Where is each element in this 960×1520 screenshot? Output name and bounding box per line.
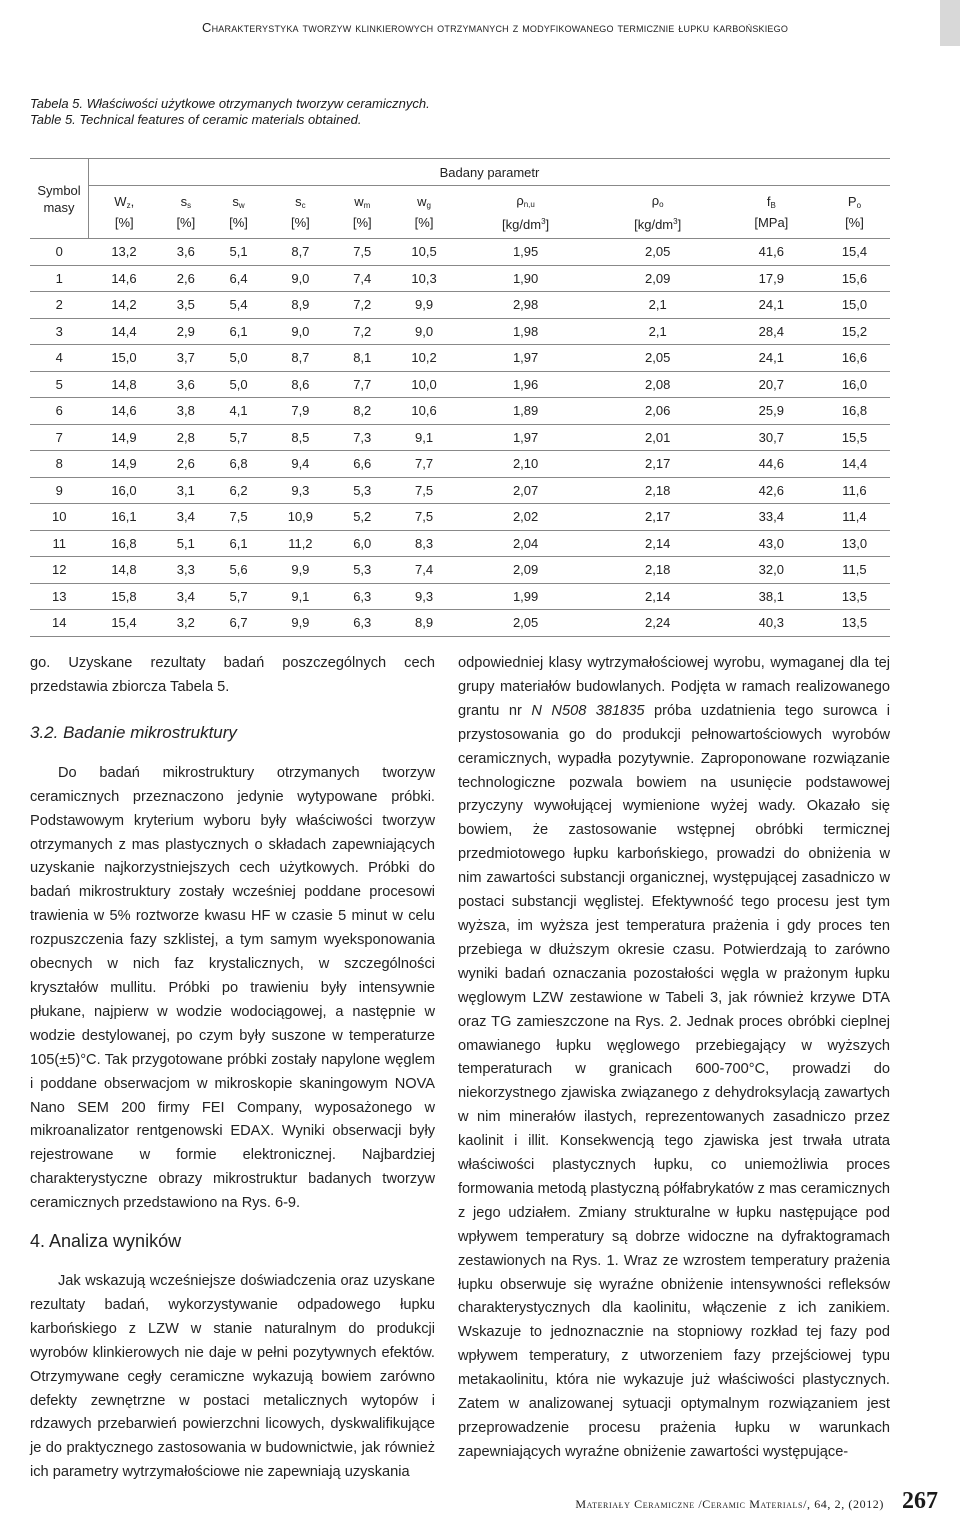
table-cell: 6,3 bbox=[336, 610, 389, 637]
section-3-2-text: Do badań mikrostruktury otrzymanych tworzyw ceramicznych przeznaczono jedynie wytypowane próbki. Podstawowym kryterium wyboru były właściwości tworzyw otrzymanych z mas plastycznych o składach zapewniających uzyskanie najkorzystniejszych cech użytkowych. Próbki do badań mikrostruktury zostały wcześniej poddane procesowi trawienia w 5% roztworze kwasu HF w czasie 5 minut w celu rozpuszczenia fazy szklistej, a tym samym wyeksponowania obecnych w nich faz krystalicznych, w szczególności kryształów mullitu. Próbki po trawieniu były intensywnie płukane, najpierw w wodzie wodociągowej, a następnie w wodzie destylowanej, po czym były suszone w temperaturze 105(±5)°C. Tak przygotowane próbki zostały napylone węglem i poddane obserwacjom w mikroskopie skaningowym NOVA Nano SEM 200 firmy FEI Company, wyposażonego w mikroanalizator rentgenowski EDAX. Wyniki obserwacji były rejestrowane w formie elektronicznej. Najbardziej charakterystyczne obrazy mikrostruktur badanych tworzyw ceramicznych przedstawiono na Rys. 6-9. bbox=[30, 764, 435, 1212]
header-tab-bar bbox=[940, 0, 960, 46]
table-cell: 16,8 bbox=[819, 398, 890, 425]
table-cell: 2,07 bbox=[460, 477, 592, 504]
table-cell: 5,1 bbox=[212, 239, 265, 266]
column-unit bbox=[89, 214, 159, 231]
table-cell: 7,2 bbox=[336, 318, 389, 345]
table-cell: 7,7 bbox=[389, 451, 460, 478]
table-cell: 9,1 bbox=[389, 424, 460, 451]
table-cell: 6,3 bbox=[336, 583, 389, 610]
column-header bbox=[389, 186, 460, 239]
table-cell: 5,6 bbox=[212, 557, 265, 584]
column-unit bbox=[592, 213, 724, 233]
table-cell: 1,97 bbox=[460, 424, 592, 451]
table-cell: 2,01 bbox=[592, 424, 724, 451]
table-cell: 2,18 bbox=[592, 477, 724, 504]
table-row bbox=[30, 583, 890, 610]
table-cell: 5,7 bbox=[212, 424, 265, 451]
section-4-text: Jak wskazują wcześniejsze doświadczenia oraz uzyskane rezultaty badań, wykorzystywanie odpadowego łupku karbońskiego z LZW w stanie naturalnym do produkcji wyrobów klinkierowych nie daje w pełni pozytywnych efektów. Otrzymywane cegły ceramiczne wykazują bowiem zarówno defekty zewnętrzne w postaci metalicznych wytopów i rdzawych przebarwień powierzchni licowych, dyskwalifikujące je do praktycznego zastosowania w budownictwie, jak również ich parametry wytrzymałościowe nie zapewniają uzyskania bbox=[30, 1273, 435, 1481]
table-cell: 1,97 bbox=[460, 345, 592, 372]
row-symbol-cell: 3 bbox=[30, 318, 89, 345]
table-row bbox=[30, 477, 890, 504]
symbol-header-line-2: masy bbox=[43, 199, 75, 215]
table-cell: 6,1 bbox=[212, 318, 265, 345]
table-cell: 7,4 bbox=[389, 557, 460, 584]
table-cell: 7,2 bbox=[336, 292, 389, 319]
column-unit-superscript: 3 bbox=[541, 216, 546, 226]
table-cell: 5,0 bbox=[212, 345, 265, 372]
column-unit-text: [%] bbox=[176, 215, 196, 230]
row-symbol-cell: 10 bbox=[30, 504, 89, 531]
table-cell: 2,14 bbox=[592, 530, 724, 557]
column-symbol bbox=[265, 193, 336, 214]
table-cell: 24,1 bbox=[724, 345, 819, 372]
table-cell: 2,17 bbox=[592, 451, 724, 478]
table-cell: 2,9 bbox=[159, 318, 212, 345]
table-cell: 7,5 bbox=[336, 239, 389, 266]
table-cell: 8,7 bbox=[265, 345, 336, 372]
table-cell: 7,3 bbox=[336, 424, 389, 451]
table-cell: 1,98 bbox=[460, 318, 592, 345]
table-cell: 7,4 bbox=[336, 265, 389, 292]
table-cell: 10,3 bbox=[389, 265, 460, 292]
table-cell: 41,6 bbox=[724, 239, 819, 266]
table-cell: 5,3 bbox=[336, 557, 389, 584]
table-cell: 20,7 bbox=[724, 371, 819, 398]
text-before-grant: odpowiedniej klasy wytrzymałościowej wyrobu, wymaganej dla tej grupy materiałów budowlanych. Podjęta w ramach realizowanego grantu nr bbox=[458, 655, 890, 719]
table-cell: 14,8 bbox=[89, 371, 160, 398]
column-symbol-main: P bbox=[847, 194, 857, 209]
running-title: Charakterystyka tworzyw klinkierowych otrzymanych z modyfikowanego termicznie łupku karbońskiego bbox=[202, 20, 789, 35]
table-cell: 2,05 bbox=[592, 239, 724, 266]
right-column bbox=[458, 652, 890, 1465]
table-row bbox=[30, 239, 890, 266]
table-cell: 11,5 bbox=[819, 557, 890, 584]
section-3-2-heading: 3.2. Badanie mikrostruktury bbox=[30, 722, 237, 742]
table-cell: 6,4 bbox=[212, 265, 265, 292]
table-cell: 2,05 bbox=[592, 345, 724, 372]
table-cell: 3,5 bbox=[159, 292, 212, 319]
table-row bbox=[30, 557, 890, 584]
column-symbol bbox=[89, 193, 159, 214]
column-header bbox=[212, 186, 265, 239]
table-header-row-1 bbox=[30, 159, 890, 186]
column-symbol-main: s bbox=[232, 194, 239, 209]
column-symbol bbox=[724, 193, 819, 214]
column-unit bbox=[212, 214, 265, 231]
table-row bbox=[30, 318, 890, 345]
column-header bbox=[724, 186, 819, 239]
table-cell: 13,5 bbox=[819, 610, 890, 637]
table-cell: 14,6 bbox=[89, 398, 160, 425]
table-cell: 3,6 bbox=[159, 239, 212, 266]
column-unit-text: [kg/dm bbox=[634, 216, 674, 232]
table-cell: 2,04 bbox=[460, 530, 592, 557]
column-symbol-subscript: z bbox=[126, 201, 131, 210]
column-header bbox=[592, 186, 724, 239]
table-cell: 5,3 bbox=[336, 477, 389, 504]
table-cell: 10,5 bbox=[389, 239, 460, 266]
table-cell: 32,0 bbox=[724, 557, 819, 584]
column-symbol-suffix: , bbox=[130, 194, 135, 209]
table-cell: 2,08 bbox=[592, 371, 724, 398]
table-cell: 2,1 bbox=[592, 318, 724, 345]
column-symbol-main: W bbox=[114, 194, 127, 209]
table-cell: 6,0 bbox=[336, 530, 389, 557]
table-cell: 6,2 bbox=[212, 477, 265, 504]
table-cell: 9,9 bbox=[265, 610, 336, 637]
column-unit bbox=[265, 214, 336, 231]
journal-citation: Materiały Ceramiczne /Ceramic Materials/, 64, 2, (2012) bbox=[575, 1497, 884, 1511]
table-cell: 5,1 bbox=[159, 530, 212, 557]
column-symbol-subscript: B bbox=[770, 201, 776, 210]
column-symbol-subscript: o bbox=[856, 201, 862, 210]
column-header bbox=[89, 186, 160, 239]
table-cell: 11,6 bbox=[819, 477, 890, 504]
table-cell: 2,1 bbox=[592, 292, 724, 319]
table-cell: 8,5 bbox=[265, 424, 336, 451]
table-cell: 2,06 bbox=[592, 398, 724, 425]
table-cell: 14,2 bbox=[89, 292, 160, 319]
column-symbol-subscript: o bbox=[659, 199, 664, 209]
table-cell: 8,1 bbox=[336, 345, 389, 372]
table-cell: 4,1 bbox=[212, 398, 265, 425]
symbol-header bbox=[30, 159, 89, 239]
table-cell: 13,5 bbox=[819, 583, 890, 610]
table-cell: 2,24 bbox=[592, 610, 724, 637]
column-unit-text: [%] bbox=[290, 215, 310, 230]
row-symbol-cell: 5 bbox=[30, 371, 89, 398]
row-symbol-cell: 7 bbox=[30, 424, 89, 451]
table-cell: 1,96 bbox=[460, 371, 592, 398]
table-cell: 16,8 bbox=[89, 530, 160, 557]
table-cell: 7,9 bbox=[265, 398, 336, 425]
column-symbol bbox=[460, 192, 592, 213]
table-cell: 8,2 bbox=[336, 398, 389, 425]
column-symbol-main: s bbox=[180, 194, 188, 209]
table-cell: 16,0 bbox=[819, 371, 890, 398]
table-cell: 9,0 bbox=[265, 318, 336, 345]
table-caption-en: Table 5. Technical features of ceramic materials obtained. bbox=[30, 112, 362, 127]
table-cell: 1,95 bbox=[460, 239, 592, 266]
column-unit-text: [%] bbox=[114, 215, 134, 230]
table-row bbox=[30, 424, 890, 451]
table-cell: 15,0 bbox=[819, 292, 890, 319]
table-cell: 6,6 bbox=[336, 451, 389, 478]
table-cell: 5,0 bbox=[212, 371, 265, 398]
column-symbol bbox=[819, 193, 890, 214]
table-cell: 38,1 bbox=[724, 583, 819, 610]
table-cell: 3,1 bbox=[159, 477, 212, 504]
table-body bbox=[30, 239, 890, 637]
table-cell: 2,6 bbox=[159, 451, 212, 478]
table-cell: 9,1 bbox=[265, 583, 336, 610]
symbol-header-line-1: Symbol bbox=[37, 182, 81, 198]
table-cell: 6,7 bbox=[212, 610, 265, 637]
table-cell: 9,3 bbox=[265, 477, 336, 504]
column-symbol-subscript: m bbox=[363, 201, 371, 210]
row-symbol-cell: 8 bbox=[30, 451, 89, 478]
column-symbol-main: w bbox=[354, 194, 364, 209]
table-cell: 14,4 bbox=[819, 451, 890, 478]
column-unit-text: [%] bbox=[845, 215, 864, 230]
row-symbol-cell: 1 bbox=[30, 265, 89, 292]
column-header bbox=[159, 186, 212, 239]
column-symbol-main: s bbox=[295, 194, 302, 209]
table-cell: 2,98 bbox=[460, 292, 592, 319]
row-symbol-cell: 4 bbox=[30, 345, 89, 372]
table-cell: 43,0 bbox=[724, 530, 819, 557]
table-cell: 33,4 bbox=[724, 504, 819, 531]
table-cell: 8,9 bbox=[389, 610, 460, 637]
left-column bbox=[30, 652, 435, 1485]
table-row bbox=[30, 265, 890, 292]
table-cell: 15,8 bbox=[89, 583, 160, 610]
table-cell: 10,6 bbox=[389, 398, 460, 425]
table-cell: 9,4 bbox=[265, 451, 336, 478]
column-unit bbox=[724, 214, 819, 231]
table-cell: 2,17 bbox=[592, 504, 724, 531]
row-symbol-cell: 6 bbox=[30, 398, 89, 425]
table-cell: 16,1 bbox=[89, 504, 160, 531]
section-4-heading: 4. Analiza wyników bbox=[30, 1231, 182, 1252]
row-symbol-cell: 12 bbox=[30, 557, 89, 584]
table-cell: 9,9 bbox=[265, 557, 336, 584]
column-unit bbox=[336, 214, 389, 231]
table-cell: 5,7 bbox=[212, 583, 265, 610]
table-cell: 28,4 bbox=[724, 318, 819, 345]
table-cell: 15,4 bbox=[89, 610, 160, 637]
table-row bbox=[30, 345, 890, 372]
column-unit-text: [kg/dm bbox=[502, 216, 542, 232]
column-symbol-subscript: w bbox=[238, 201, 245, 210]
table-cell: 6,8 bbox=[212, 451, 265, 478]
table-cell: 3,8 bbox=[159, 398, 212, 425]
table-cell: 13,0 bbox=[819, 530, 890, 557]
table-cell: 2,10 bbox=[460, 451, 592, 478]
table-cell: 15,0 bbox=[89, 345, 160, 372]
table-row bbox=[30, 610, 890, 637]
table-cell: 30,7 bbox=[724, 424, 819, 451]
column-symbol-subscript: c bbox=[301, 201, 306, 210]
column-symbol bbox=[212, 193, 265, 214]
table-cell: 3,3 bbox=[159, 557, 212, 584]
table-cell: 3,2 bbox=[159, 610, 212, 637]
table-cell: 9,9 bbox=[389, 292, 460, 319]
table-row bbox=[30, 371, 890, 398]
column-symbol bbox=[592, 192, 724, 213]
table-cell: 7,7 bbox=[336, 371, 389, 398]
table-cell: 3,7 bbox=[159, 345, 212, 372]
page-footer bbox=[575, 1488, 938, 1515]
table-cell: 3,4 bbox=[159, 504, 212, 531]
table-cell: 2,05 bbox=[460, 610, 592, 637]
table-cell: 44,6 bbox=[724, 451, 819, 478]
table-cell: 2,18 bbox=[592, 557, 724, 584]
column-symbol-main: f bbox=[766, 194, 771, 209]
table-cell: 3,6 bbox=[159, 371, 212, 398]
table-header-row-2 bbox=[30, 186, 890, 239]
table-cell: 2,6 bbox=[159, 265, 212, 292]
table-cell: 42,6 bbox=[724, 477, 819, 504]
table-cell: 14,8 bbox=[89, 557, 160, 584]
column-header bbox=[460, 186, 592, 239]
column-symbol bbox=[336, 193, 389, 214]
row-symbol-cell: 0 bbox=[30, 239, 89, 266]
table-cell: 17,9 bbox=[724, 265, 819, 292]
table-row bbox=[30, 292, 890, 319]
table-cell: 7,5 bbox=[389, 477, 460, 504]
column-unit bbox=[159, 214, 212, 231]
column-unit-text: [%] bbox=[352, 215, 372, 230]
table-cell: 40,3 bbox=[724, 610, 819, 637]
group-header: Badany parametr bbox=[89, 159, 891, 186]
column-symbol-main: w bbox=[417, 194, 427, 209]
table-cell: 15,6 bbox=[819, 265, 890, 292]
table-caption-pl: Tabela 5. Właściwości użytkowe otrzymanych tworzyw ceramicznych. bbox=[30, 96, 430, 111]
table-cell: 5,4 bbox=[212, 292, 265, 319]
grant-number: N N508 381835 bbox=[531, 702, 645, 719]
text-after-grant: próba uzdatnienia tego surowca i przystosowania go do produkcji pełnowartościowych wyrobów ceramicznych, wypadła pozytywnie. Zaproponowane rozwiązanie technologiczne pozwala bowiem na usunięcie podstawowej przyczyny wywołującej wymienione wyżej wady. Okazało się bowiem, że zastosowanie wstępnej obróbki termicznej przedmiotowego łupku karbońskiego, prowadzi do obniżenia w nim zawartości substancji organicznej, występującej zasadniczo w postaci substancji węglistej. Efektywność tego procesu jest tym wyższa, im wyższa jest temperatura prażenia i gdy proces ten przebiega w dłuższym okresie czasu. Potwierdzają to zarówno wyniki badań oznaczania pozostałości węgla w prażonym łupku węglowym LZW zestawione w Tabeli 3, jak również krzywe DTA oraz TG zamieszczone na Rys. 2. Jednak proces obróbki cieplnej omawianego łupku węglowego przebiegający w wyższych temperaturach w granicach 600-700°C, prowadzi do niekorzystnego zjawiska związanego z dehydroksylacją zawartych w nim minerałów ilastych, reprezentowanych zasadniczo przez kaolinit i illit. Konsekwencją tego zjawiska jest trwała utrata właściwości plastycznych łupku, co uniemożliwia proces formowania metodą plastyczną półfabrykatów z mas ceramicznych z jego udziałem. Zmiany strukturalne w łupku następujące pod wpływem temperatury są dobrze widoczne na dyfraktogramach zestawionych na Rys. 1. Wraz ze wzrostem temperatury prażenia łupku obserwuje się wyraźne obniżenie intensywności refleksów charakterystycznych dla kaolinitu, włączenie z ich zanikiem. Wskazuje to jednoznacznie na stopniowy rozkład tej fazy pod wpływem temperatury, z utworzeniem fazy przejściowej typu metakaolinitu, która nie wykazuje już właściwości plastycznych. Zatem w analizowanej sytuacji optymalnym rozwiązaniem jest przeprowadzenie procesu prażenia łupku w warunkach zapewniających wyraźne obniżenie zawartości występujące- bbox=[458, 702, 890, 1460]
row-symbol-cell: 9 bbox=[30, 477, 89, 504]
table-cell: 11,4 bbox=[819, 504, 890, 531]
table-cell: 24,1 bbox=[724, 292, 819, 319]
table-row bbox=[30, 451, 890, 478]
column-header bbox=[265, 186, 336, 239]
table-cell: 14,6 bbox=[89, 265, 160, 292]
table-cell: 16,0 bbox=[89, 477, 160, 504]
table-caption bbox=[30, 96, 430, 128]
table-cell: 25,9 bbox=[724, 398, 819, 425]
column-symbol bbox=[159, 193, 212, 214]
column-unit bbox=[819, 214, 890, 231]
table-cell: 6,1 bbox=[212, 530, 265, 557]
table-cell: 10,9 bbox=[265, 504, 336, 531]
table-cell: 2,09 bbox=[460, 557, 592, 584]
row-symbol-cell: 14 bbox=[30, 610, 89, 637]
table-cell: 1,99 bbox=[460, 583, 592, 610]
table-cell: 10,2 bbox=[389, 345, 460, 372]
table-cell: 14,4 bbox=[89, 318, 160, 345]
page-number: 267 bbox=[902, 1488, 938, 1514]
column-unit-text: [%] bbox=[229, 215, 248, 230]
table-cell: 15,5 bbox=[819, 424, 890, 451]
table-cell: 2,14 bbox=[592, 583, 724, 610]
table-cell: 14,9 bbox=[89, 451, 160, 478]
table-cell: 9,0 bbox=[389, 318, 460, 345]
column-symbol-subscript: s bbox=[187, 201, 192, 210]
table-cell: 3,4 bbox=[159, 583, 212, 610]
column-unit-text: [MPa] bbox=[754, 215, 789, 230]
properties-table bbox=[30, 158, 890, 637]
table-cell: 2,09 bbox=[592, 265, 724, 292]
table-cell: 10,0 bbox=[389, 371, 460, 398]
table-cell: 8,6 bbox=[265, 371, 336, 398]
row-symbol-cell: 11 bbox=[30, 530, 89, 557]
table-cell: 1,90 bbox=[460, 265, 592, 292]
table-cell: 13,2 bbox=[89, 239, 160, 266]
column-unit bbox=[460, 213, 592, 233]
table-cell: 8,3 bbox=[389, 530, 460, 557]
column-unit bbox=[389, 214, 460, 231]
column-unit-text-end: ] bbox=[545, 216, 550, 232]
table-cell: 11,2 bbox=[265, 530, 336, 557]
intro-paragraph: go. Uzyskane rezultaty badań poszczególnych cech przedstawia zbiorcza Tabela 5. bbox=[30, 655, 435, 695]
table-cell: 15,4 bbox=[819, 239, 890, 266]
table-cell: 7,5 bbox=[389, 504, 460, 531]
column-symbol-main: ρ bbox=[651, 192, 660, 208]
column-header bbox=[336, 186, 389, 239]
column-header bbox=[819, 186, 890, 239]
table-cell: 2,02 bbox=[460, 504, 592, 531]
column-unit-superscript: 3 bbox=[673, 216, 678, 226]
table-cell: 7,5 bbox=[212, 504, 265, 531]
table-cell: 8,9 bbox=[265, 292, 336, 319]
table-row bbox=[30, 504, 890, 531]
table-cell: 1,89 bbox=[460, 398, 592, 425]
table-cell: 2,8 bbox=[159, 424, 212, 451]
table-row bbox=[30, 398, 890, 425]
row-symbol-cell: 13 bbox=[30, 583, 89, 610]
table-cell: 5,2 bbox=[336, 504, 389, 531]
column-unit-text: [%] bbox=[414, 215, 434, 230]
table-cell: 15,2 bbox=[819, 318, 890, 345]
table-cell: 8,7 bbox=[265, 239, 336, 266]
column-unit-text-end: ] bbox=[677, 216, 682, 232]
column-symbol-subscript: n,u bbox=[523, 199, 535, 209]
table-cell: 9,3 bbox=[389, 583, 460, 610]
row-symbol-cell: 2 bbox=[30, 292, 89, 319]
table-cell: 16,6 bbox=[819, 345, 890, 372]
right-column-text bbox=[458, 652, 890, 1465]
table-cell: 9,0 bbox=[265, 265, 336, 292]
table-cell: 14,9 bbox=[89, 424, 160, 451]
column-symbol-main: ρ bbox=[516, 192, 524, 208]
column-symbol-subscript: g bbox=[426, 201, 431, 210]
table-row bbox=[30, 530, 890, 557]
column-symbol bbox=[389, 193, 460, 214]
